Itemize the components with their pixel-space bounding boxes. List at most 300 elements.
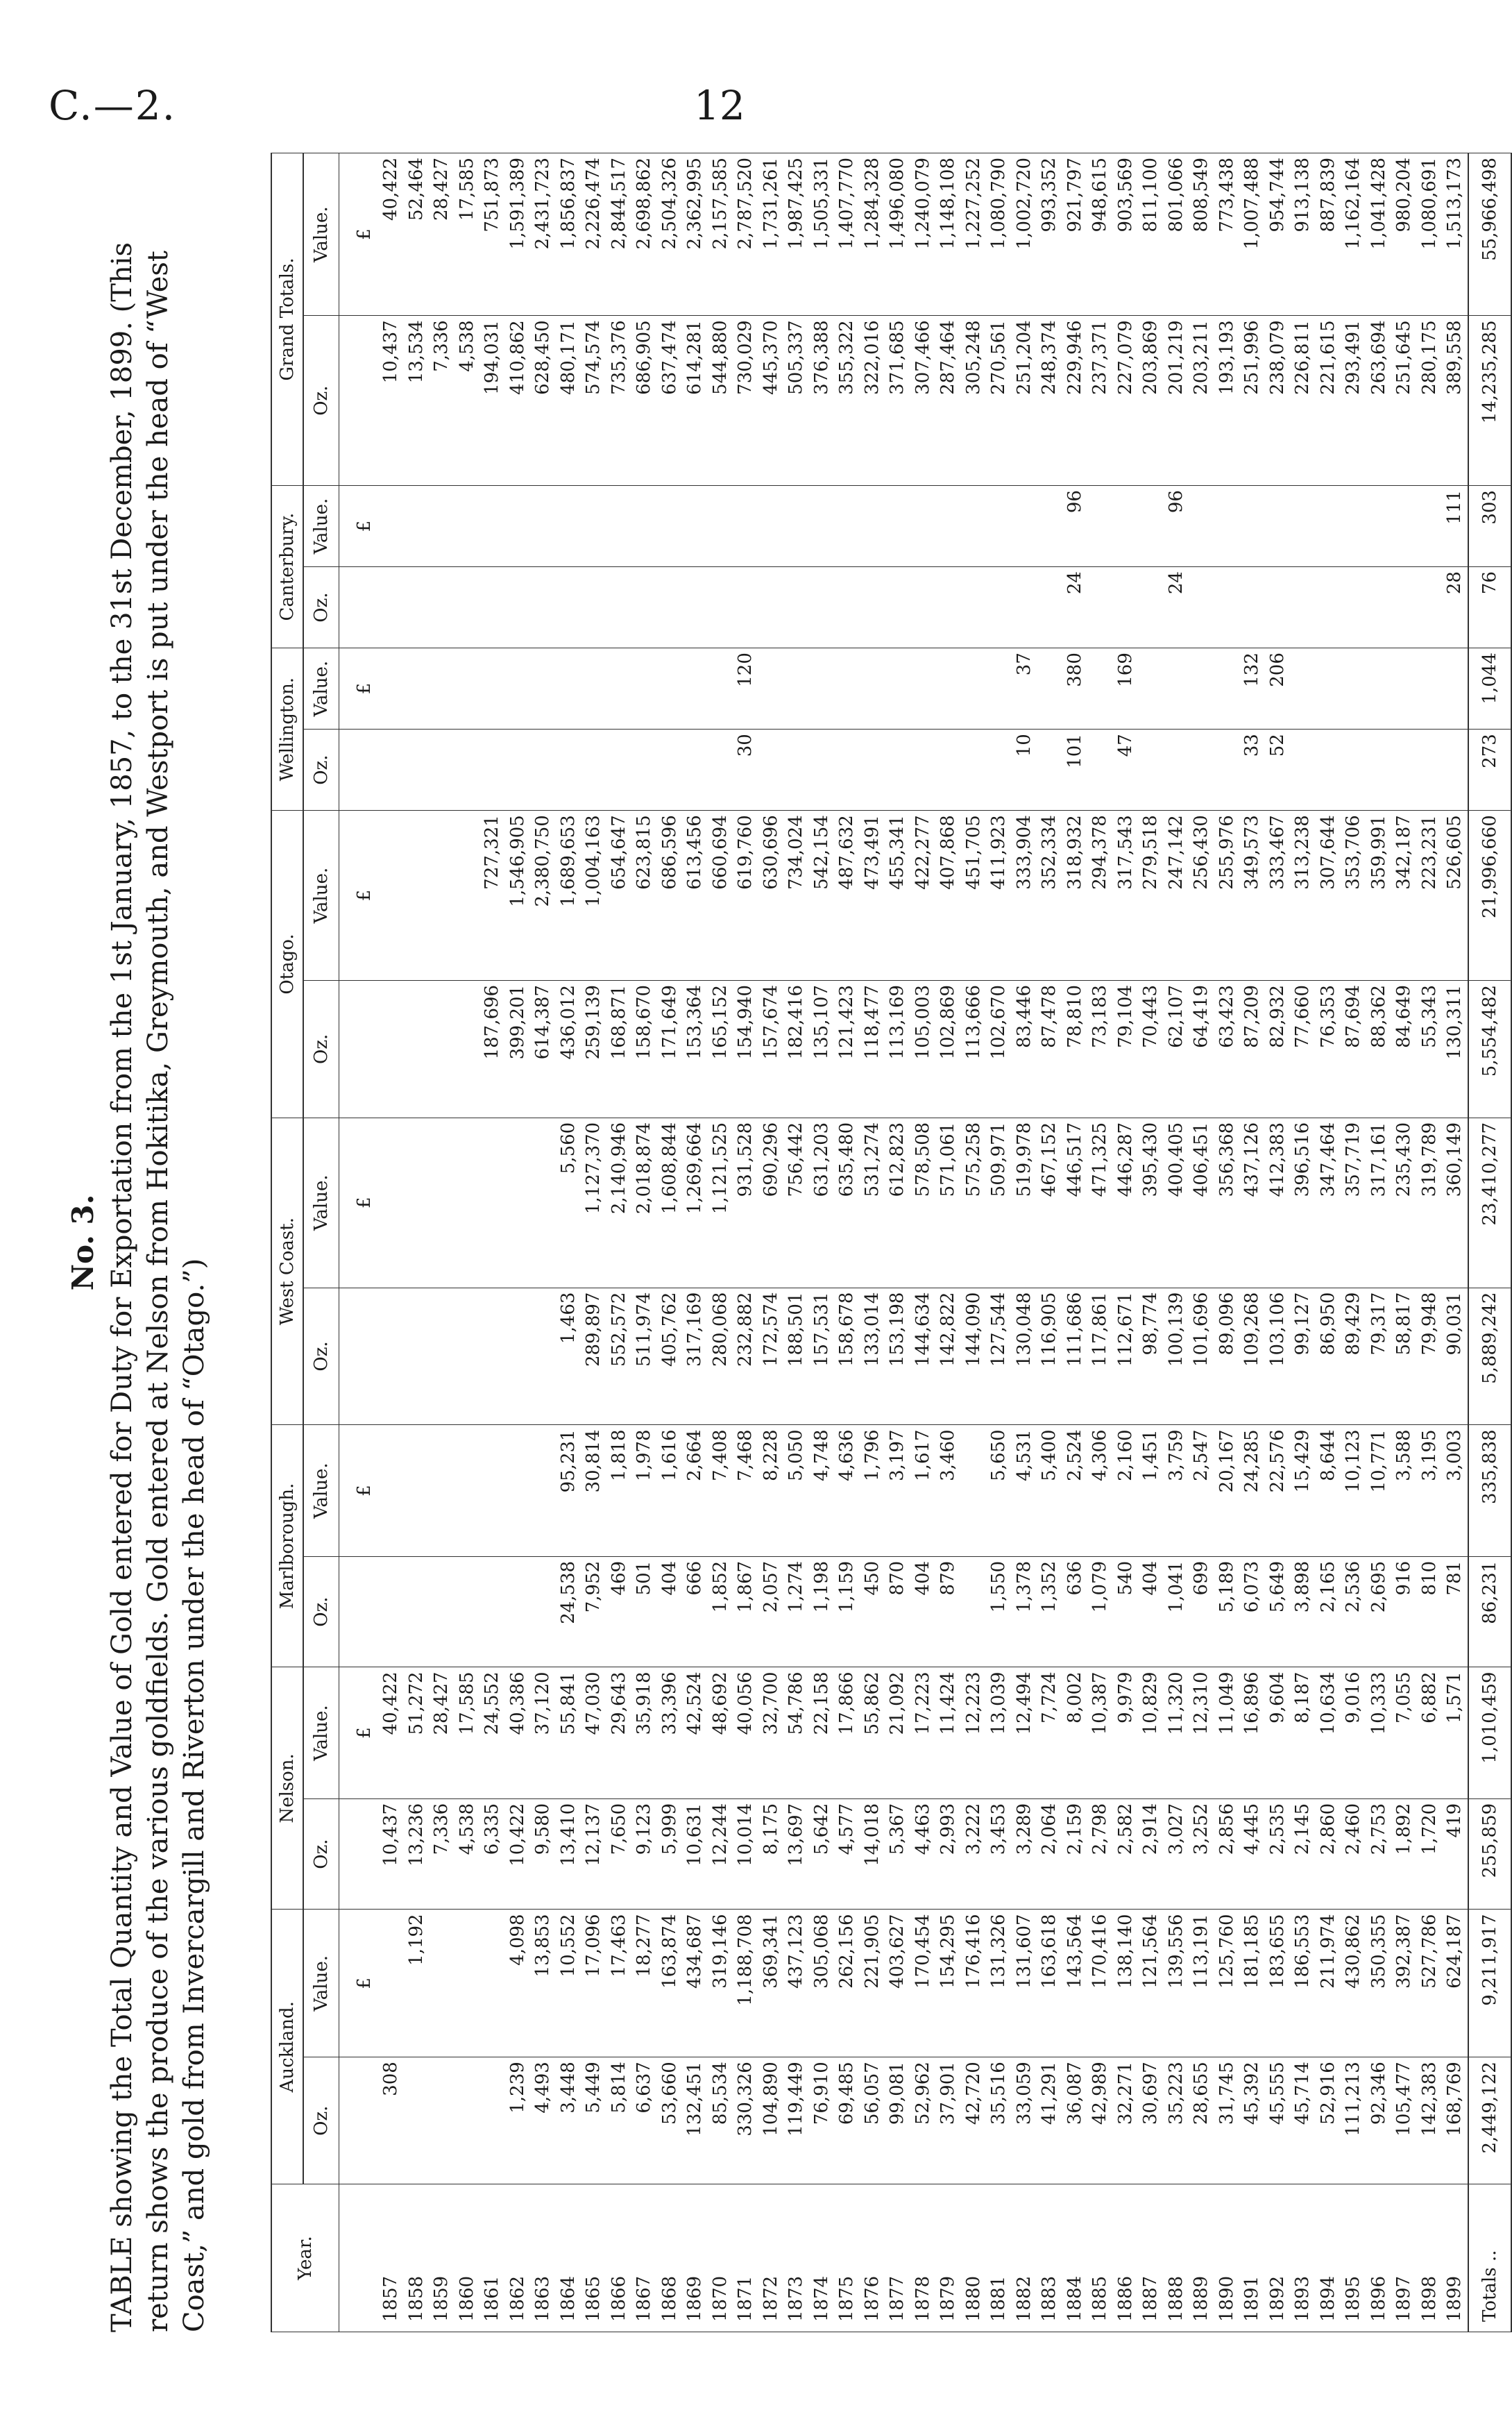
table-row bbox=[860, 153, 885, 2332]
pound-sign: £ bbox=[339, 153, 379, 316]
data-cell bbox=[961, 1556, 987, 1667]
year-cell: 1874 bbox=[809, 2184, 835, 2332]
data-cell: 20,167 bbox=[1214, 1425, 1240, 1556]
data-cell bbox=[961, 648, 987, 730]
data-cell bbox=[429, 567, 455, 648]
data-cell: 9,580 bbox=[530, 1798, 556, 1910]
data-cell bbox=[1290, 486, 1316, 567]
data-cell bbox=[505, 648, 531, 730]
data-cell bbox=[530, 1118, 556, 1288]
data-cell bbox=[378, 1288, 404, 1425]
data-cell: 13,853 bbox=[530, 1910, 556, 2057]
data-cell: 131,326 bbox=[986, 1910, 1012, 2057]
data-cell: 37,120 bbox=[530, 1667, 556, 1798]
data-cell bbox=[1037, 648, 1062, 730]
year-cell: 1871 bbox=[733, 2184, 758, 2332]
data-cell: 614,387 bbox=[530, 980, 556, 1118]
data-cell: 154,295 bbox=[935, 1910, 961, 2057]
data-cell: 294,378 bbox=[1087, 811, 1113, 981]
data-cell: 168,769 bbox=[1442, 2057, 1468, 2184]
data-cell bbox=[455, 1425, 480, 1556]
year-cell: 1889 bbox=[1189, 2184, 1214, 2332]
table-row bbox=[1265, 153, 1291, 2332]
data-cell: 24,538 bbox=[556, 1556, 581, 1667]
data-cell: 255,976 bbox=[1214, 811, 1240, 981]
year-cell: 1861 bbox=[479, 2184, 505, 2332]
data-cell: 10,387 bbox=[1087, 1667, 1113, 1798]
oz-header: Oz. bbox=[303, 730, 339, 811]
data-cell: 4,493 bbox=[530, 2057, 556, 2184]
data-cell: 143,564 bbox=[1062, 1910, 1088, 2057]
data-cell: 133,014 bbox=[860, 1288, 885, 1425]
data-cell: 17,096 bbox=[581, 1910, 606, 2057]
year-cell: 1896 bbox=[1366, 2184, 1392, 2332]
data-cell: 2,798 bbox=[1087, 1798, 1113, 1910]
data-cell bbox=[1239, 567, 1265, 648]
data-cell: 1,079 bbox=[1087, 1556, 1113, 1667]
page-header bbox=[49, 82, 1353, 130]
data-cell: 135,107 bbox=[809, 980, 835, 1118]
data-cell: 727,321 bbox=[479, 811, 505, 981]
data-cell: 734,024 bbox=[783, 811, 809, 981]
data-cell: 1,007,488 bbox=[1239, 153, 1265, 316]
data-cell: 1,148,108 bbox=[935, 153, 961, 316]
data-cell: 111,686 bbox=[1062, 1288, 1088, 1425]
data-cell: 30,814 bbox=[581, 1425, 606, 1556]
year-cell: 1879 bbox=[935, 2184, 961, 2332]
pound-sign: £ bbox=[339, 811, 379, 981]
data-cell: 613,456 bbox=[682, 811, 708, 981]
data-cell bbox=[1138, 567, 1164, 648]
data-cell: 552,572 bbox=[606, 1288, 632, 1425]
data-cell bbox=[1214, 730, 1240, 811]
data-cell: 237,371 bbox=[1087, 316, 1113, 486]
data-cell: 4,748 bbox=[809, 1425, 835, 1556]
total-cell: 5,889,242 bbox=[1468, 1288, 1511, 1425]
data-cell: 3,222 bbox=[961, 1798, 987, 1910]
data-cell: 13,039 bbox=[986, 1667, 1012, 1798]
table-row bbox=[429, 153, 455, 2332]
data-cell: 369,341 bbox=[758, 1910, 784, 2057]
data-cell: 10,123 bbox=[1341, 1425, 1366, 1556]
data-cell bbox=[758, 567, 784, 648]
data-cell: 79,317 bbox=[1366, 1288, 1392, 1425]
data-cell bbox=[682, 567, 708, 648]
data-cell bbox=[378, 980, 404, 1118]
pound-sign: £ bbox=[339, 1118, 379, 1288]
total-cell: 86,231 bbox=[1468, 1556, 1511, 1667]
table-row bbox=[1391, 153, 1417, 2332]
data-cell: 2,856 bbox=[1214, 1798, 1240, 1910]
data-cell bbox=[935, 567, 961, 648]
unit-row bbox=[339, 153, 379, 2332]
data-cell: 17,585 bbox=[455, 153, 480, 316]
data-cell: 85,534 bbox=[708, 2057, 733, 2184]
data-cell: 6,637 bbox=[631, 2057, 657, 2184]
data-cell: 699 bbox=[1189, 1556, 1214, 1667]
data-cell bbox=[479, 1288, 505, 1425]
unit-cell bbox=[339, 2057, 379, 2184]
data-cell bbox=[1138, 730, 1164, 811]
value-header: Value. bbox=[303, 1667, 339, 1798]
year-cell: 1857 bbox=[378, 2184, 404, 2332]
data-cell: 5,449 bbox=[581, 2057, 606, 2184]
data-cell: 751,873 bbox=[479, 153, 505, 316]
data-cell bbox=[429, 811, 455, 981]
data-cell: 7,650 bbox=[606, 1798, 632, 1910]
data-cell: 342,187 bbox=[1391, 811, 1417, 981]
data-cell: 4,577 bbox=[834, 1798, 860, 1910]
data-cell: 2,159 bbox=[1062, 1798, 1088, 1910]
data-cell bbox=[530, 1425, 556, 1556]
data-cell bbox=[1265, 567, 1291, 648]
data-cell bbox=[708, 567, 733, 648]
data-cell bbox=[505, 486, 531, 567]
data-cell: 157,531 bbox=[809, 1288, 835, 1425]
data-cell: 163,618 bbox=[1037, 1910, 1062, 2057]
data-cell: 121,564 bbox=[1138, 1910, 1164, 2057]
data-cell: 111 bbox=[1442, 486, 1468, 567]
data-cell: 654,647 bbox=[606, 811, 632, 981]
data-cell: 77,660 bbox=[1290, 980, 1316, 1118]
data-cell: 1,731,261 bbox=[758, 153, 784, 316]
data-cell bbox=[961, 730, 987, 811]
year-cell: 1875 bbox=[834, 2184, 860, 2332]
data-cell: 41,291 bbox=[1037, 2057, 1062, 2184]
data-cell: 248,374 bbox=[1037, 316, 1062, 486]
data-cell: 487,632 bbox=[834, 811, 860, 981]
data-cell: 51,272 bbox=[404, 1667, 430, 1798]
data-cell bbox=[1087, 648, 1113, 730]
data-cell: 1,127,370 bbox=[581, 1118, 606, 1288]
data-cell bbox=[1391, 486, 1417, 567]
data-cell: 349,573 bbox=[1239, 811, 1265, 981]
region-header-marlborough: Marlborough. bbox=[271, 1425, 303, 1667]
total-cell: 9,211,917 bbox=[1468, 1910, 1511, 2057]
data-cell: 82,932 bbox=[1265, 980, 1291, 1118]
data-cell bbox=[1012, 486, 1037, 567]
data-cell: 45,714 bbox=[1290, 2057, 1316, 2184]
data-cell: 308 bbox=[378, 2057, 404, 2184]
data-cell: 251,996 bbox=[1239, 316, 1265, 486]
data-cell: 2,380,750 bbox=[530, 811, 556, 981]
data-cell: 1,004,163 bbox=[581, 811, 606, 981]
data-cell: 247,142 bbox=[1164, 811, 1189, 981]
data-cell: 9,604 bbox=[1265, 1667, 1291, 1798]
data-cell: 455,341 bbox=[885, 811, 910, 981]
data-cell: 99,081 bbox=[885, 2057, 910, 2184]
data-cell bbox=[479, 1910, 505, 2057]
table-row bbox=[505, 153, 531, 2332]
data-cell: 293,491 bbox=[1341, 316, 1366, 486]
data-cell bbox=[455, 1118, 480, 1288]
data-cell bbox=[631, 648, 657, 730]
table-row bbox=[834, 153, 860, 2332]
year-cell: 1878 bbox=[910, 2184, 936, 2332]
unit-cell bbox=[339, 1556, 379, 1667]
data-cell: 55,841 bbox=[556, 1667, 581, 1798]
data-cell bbox=[404, 1288, 430, 1425]
data-cell: 127,544 bbox=[986, 1288, 1012, 1425]
data-cell: 773,438 bbox=[1214, 153, 1240, 316]
year-cell: 1869 bbox=[682, 2184, 708, 2332]
data-cell bbox=[556, 567, 581, 648]
data-cell bbox=[479, 648, 505, 730]
data-cell bbox=[455, 486, 480, 567]
data-cell bbox=[657, 486, 683, 567]
data-cell: 259,139 bbox=[581, 980, 606, 1118]
data-cell: 355,322 bbox=[834, 316, 860, 486]
table-row bbox=[631, 153, 657, 2332]
data-cell: 4,538 bbox=[455, 1798, 480, 1910]
data-cell: 630,696 bbox=[758, 811, 784, 981]
data-cell: 56,057 bbox=[860, 2057, 885, 2184]
data-cell: 542,154 bbox=[809, 811, 835, 981]
total-cell: 1,044 bbox=[1468, 648, 1511, 730]
data-cell: 8,175 bbox=[758, 1798, 784, 1910]
data-cell: 1,239 bbox=[505, 2057, 531, 2184]
data-cell bbox=[809, 486, 835, 567]
data-cell: 5,999 bbox=[657, 1798, 683, 1910]
data-cell: 211,974 bbox=[1316, 1910, 1341, 2057]
data-cell: 3,289 bbox=[1012, 1798, 1037, 1910]
data-cell: 810 bbox=[1417, 1556, 1443, 1667]
data-cell: 113,666 bbox=[961, 980, 987, 1118]
value-header: Value. bbox=[303, 153, 339, 316]
data-cell: 505,337 bbox=[783, 316, 809, 486]
data-cell bbox=[1341, 730, 1366, 811]
data-cell: 28,427 bbox=[429, 1667, 455, 1798]
data-cell: 125,760 bbox=[1214, 1910, 1240, 2057]
data-cell: 5,050 bbox=[783, 1425, 809, 1556]
year-cell: 1860 bbox=[455, 2184, 480, 2332]
data-cell: 1,378 bbox=[1012, 1556, 1037, 1667]
data-cell: 69,485 bbox=[834, 2057, 860, 2184]
data-cell: 7,408 bbox=[708, 1425, 733, 1556]
data-cell: 637,474 bbox=[657, 316, 683, 486]
total-cell: 14,235,285 bbox=[1468, 316, 1511, 486]
data-cell: 389,558 bbox=[1442, 316, 1468, 486]
data-cell: 578,508 bbox=[910, 1118, 936, 1288]
data-cell bbox=[834, 648, 860, 730]
data-cell: 519,978 bbox=[1012, 1118, 1037, 1288]
table-row bbox=[556, 153, 581, 2332]
data-cell: 527,786 bbox=[1417, 1910, 1443, 2057]
data-cell: 1,892 bbox=[1391, 1798, 1417, 1910]
value-header: Value. bbox=[303, 1910, 339, 2057]
data-cell bbox=[429, 1118, 455, 1288]
year-cell: 1884 bbox=[1062, 2184, 1088, 2332]
data-cell: 660,694 bbox=[708, 811, 733, 981]
data-cell: 58,817 bbox=[1391, 1288, 1417, 1425]
data-cell: 5,367 bbox=[885, 1798, 910, 1910]
oz-header: Oz. bbox=[303, 1556, 339, 1667]
table-row bbox=[885, 153, 910, 2332]
data-cell bbox=[556, 486, 581, 567]
data-cell: 419 bbox=[1442, 1798, 1468, 1910]
data-cell bbox=[783, 486, 809, 567]
data-cell: 407,868 bbox=[935, 811, 961, 981]
unit-cell bbox=[339, 980, 379, 1118]
year-cell: 1866 bbox=[606, 2184, 632, 2332]
oz-header: Oz. bbox=[303, 1798, 339, 1910]
data-cell bbox=[404, 486, 430, 567]
data-cell bbox=[1366, 486, 1392, 567]
data-cell bbox=[404, 567, 430, 648]
data-cell: 8,228 bbox=[758, 1425, 784, 1556]
data-cell: 18,277 bbox=[631, 1910, 657, 2057]
data-cell bbox=[961, 567, 987, 648]
data-cell: 112,671 bbox=[1113, 1288, 1139, 1425]
data-cell: 206 bbox=[1265, 648, 1291, 730]
data-cell bbox=[530, 730, 556, 811]
data-cell bbox=[1087, 730, 1113, 811]
data-cell: 353,706 bbox=[1341, 811, 1366, 981]
data-cell: 1,227,252 bbox=[961, 153, 987, 316]
unit-cell bbox=[339, 730, 379, 811]
data-cell: 24,285 bbox=[1239, 1425, 1265, 1556]
data-cell: 1,192 bbox=[404, 1910, 430, 2057]
data-cell: 6,882 bbox=[1417, 1667, 1443, 1798]
data-cell: 1,284,328 bbox=[860, 153, 885, 316]
data-cell bbox=[378, 1910, 404, 2057]
data-cell: 33,059 bbox=[1012, 2057, 1037, 2184]
data-cell bbox=[682, 648, 708, 730]
data-cell: 2,914 bbox=[1138, 1798, 1164, 1910]
data-cell bbox=[404, 811, 430, 981]
data-cell: 45,555 bbox=[1265, 2057, 1291, 2184]
data-cell: 1,451 bbox=[1138, 1425, 1164, 1556]
data-cell: 54,786 bbox=[783, 1667, 809, 1798]
data-cell: 307,644 bbox=[1316, 811, 1341, 981]
value-header: Value. bbox=[303, 1425, 339, 1556]
data-cell: 105,477 bbox=[1391, 2057, 1417, 2184]
data-cell bbox=[606, 648, 632, 730]
value-header: Value. bbox=[303, 648, 339, 730]
rotated-content bbox=[62, 153, 1500, 2332]
data-cell bbox=[1391, 730, 1417, 811]
data-cell bbox=[834, 486, 860, 567]
data-cell: 4,098 bbox=[505, 1910, 531, 2057]
data-cell bbox=[885, 486, 910, 567]
year-cell: 1873 bbox=[783, 2184, 809, 2332]
data-cell bbox=[935, 730, 961, 811]
year-cell: 1898 bbox=[1417, 2184, 1443, 2332]
data-cell: 87,209 bbox=[1239, 980, 1265, 1118]
data-cell: 194,031 bbox=[479, 316, 505, 486]
data-cell: 1,689,653 bbox=[556, 811, 581, 981]
data-cell: 1,496,080 bbox=[885, 153, 910, 316]
data-cell: 172,574 bbox=[758, 1288, 784, 1425]
data-cell: 40,056 bbox=[733, 1667, 758, 1798]
data-cell: 410,862 bbox=[505, 316, 531, 486]
table-row bbox=[455, 153, 480, 2332]
data-cell: 3,448 bbox=[556, 2057, 581, 2184]
data-cell: 686,596 bbox=[657, 811, 683, 981]
data-cell bbox=[455, 980, 480, 1118]
data-cell: 52 bbox=[1265, 730, 1291, 811]
data-cell: 45,392 bbox=[1239, 2057, 1265, 2184]
data-cell bbox=[378, 648, 404, 730]
data-cell: 1,867 bbox=[733, 1556, 758, 1667]
data-cell: 9,123 bbox=[631, 1798, 657, 1910]
data-cell: 79,104 bbox=[1113, 980, 1139, 1118]
table-row bbox=[1012, 153, 1037, 2332]
data-cell: 187,696 bbox=[479, 980, 505, 1118]
year-cell: 1863 bbox=[530, 2184, 556, 2332]
data-cell: 612,823 bbox=[885, 1118, 910, 1288]
data-cell bbox=[1087, 567, 1113, 648]
data-cell: 52,916 bbox=[1316, 2057, 1341, 2184]
data-cell: 469 bbox=[606, 1556, 632, 1667]
unit-cell bbox=[339, 1288, 379, 1425]
data-cell: 131,607 bbox=[1012, 1910, 1037, 2057]
data-cell: 37,901 bbox=[935, 2057, 961, 2184]
data-cell bbox=[530, 648, 556, 730]
data-cell: 7,952 bbox=[581, 1556, 606, 1667]
data-cell: 10,552 bbox=[556, 1910, 581, 2057]
table-number: No. 3. bbox=[66, 1194, 100, 1291]
data-cell: 113,191 bbox=[1189, 1910, 1214, 2057]
data-cell: 28 bbox=[1442, 567, 1468, 648]
data-cell bbox=[1341, 486, 1366, 567]
data-cell: 157,674 bbox=[758, 980, 784, 1118]
data-cell: 636 bbox=[1062, 1556, 1088, 1667]
data-cell: 781 bbox=[1442, 1556, 1468, 1667]
data-cell: 801,066 bbox=[1164, 153, 1189, 316]
data-cell bbox=[378, 811, 404, 981]
data-cell: 55,343 bbox=[1417, 980, 1443, 1118]
region-header-nelson: Nelson. bbox=[271, 1667, 303, 1910]
table-row bbox=[1087, 153, 1113, 2332]
year-cell: 1872 bbox=[758, 2184, 784, 2332]
data-cell bbox=[1189, 648, 1214, 730]
year-cell: 1864 bbox=[556, 2184, 581, 2332]
year-cell: 1883 bbox=[1037, 2184, 1062, 2332]
data-cell: 1,002,720 bbox=[1012, 153, 1037, 316]
data-cell: 17,463 bbox=[606, 1910, 632, 2057]
data-cell: 203,869 bbox=[1138, 316, 1164, 486]
data-cell: 55,862 bbox=[860, 1667, 885, 1798]
data-cell: 15,429 bbox=[1290, 1425, 1316, 1556]
pound-sign: £ bbox=[339, 648, 379, 730]
data-cell: 501 bbox=[631, 1556, 657, 1667]
total-cell: 273 bbox=[1468, 730, 1511, 811]
data-cell: 87,478 bbox=[1037, 980, 1062, 1118]
table-row bbox=[657, 153, 683, 2332]
data-cell: 64,419 bbox=[1189, 980, 1214, 1118]
data-cell: 3,453 bbox=[986, 1798, 1012, 1910]
data-cell: 2,165 bbox=[1316, 1556, 1341, 1667]
data-cell bbox=[860, 730, 885, 811]
table-row bbox=[479, 153, 505, 2332]
data-cell: 12,244 bbox=[708, 1798, 733, 1910]
data-cell: 11,424 bbox=[935, 1667, 961, 1798]
table-row bbox=[530, 153, 556, 2332]
data-cell: 371,685 bbox=[885, 316, 910, 486]
data-cell bbox=[1391, 648, 1417, 730]
data-cell: 1,617 bbox=[910, 1425, 936, 1556]
data-cell: 322,016 bbox=[860, 316, 885, 486]
data-cell: 10,437 bbox=[378, 1798, 404, 1910]
data-cell: 412,383 bbox=[1265, 1118, 1291, 1288]
data-cell: 870 bbox=[885, 1556, 910, 1667]
data-cell bbox=[1391, 567, 1417, 648]
data-cell: 101 bbox=[1062, 730, 1088, 811]
data-cell: 17,585 bbox=[455, 1667, 480, 1798]
data-cell: 471,325 bbox=[1087, 1118, 1113, 1288]
data-cell: 13,697 bbox=[783, 1798, 809, 1910]
